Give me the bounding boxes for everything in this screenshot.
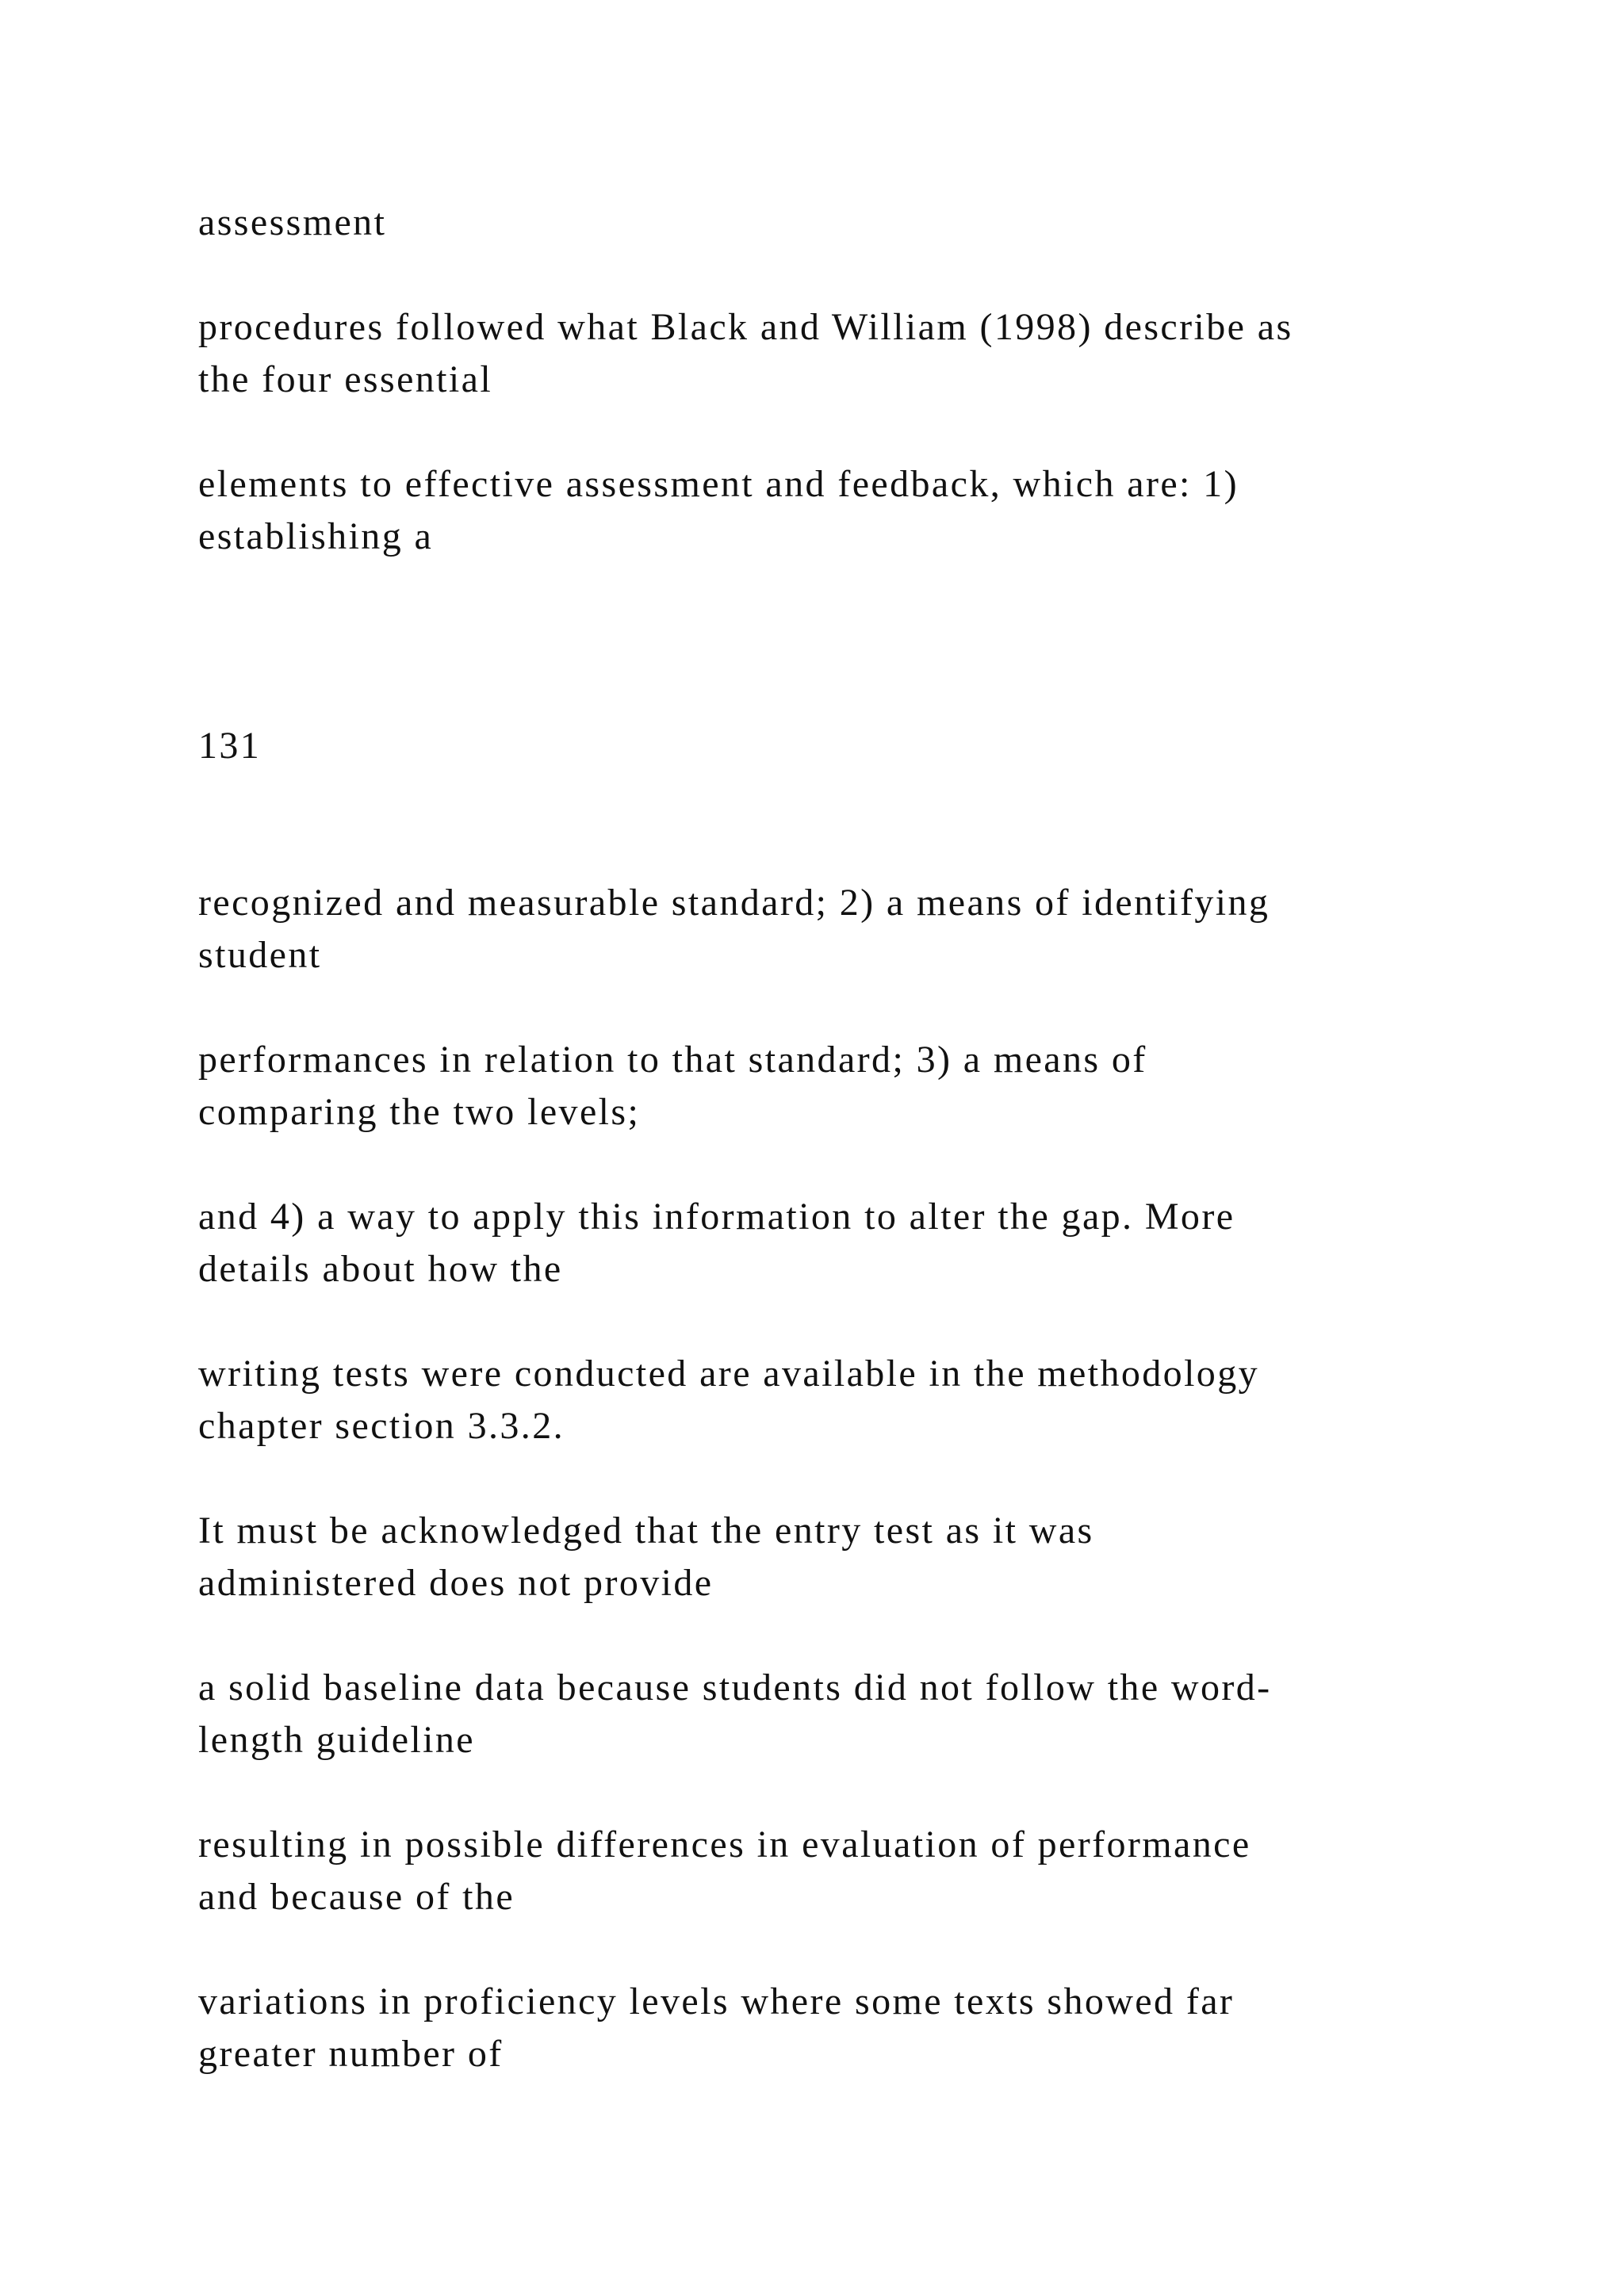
text-line: details about how the (198, 1248, 563, 1290)
text-line: recognized and measurable standard; 2) a means of identifying (198, 882, 1270, 924)
text-line: student (198, 934, 322, 976)
text-line: variations in proficiency levels where some texts showed far (198, 1980, 1235, 2022)
text-line: the four essential (198, 358, 493, 400)
text-line: a solid baseline data because students did not follow the word- (198, 1667, 1272, 1709)
text-line: assessment (198, 201, 387, 243)
text-line: writing tests were conducted are available in the methodology (198, 1353, 1260, 1395)
text-line: procedures followed what Black and William (1998) describe as (198, 306, 1293, 348)
text-line: comparing the two levels; (198, 1091, 641, 1133)
text-line: establishing a (198, 515, 434, 557)
text-line: greater number of (198, 2033, 504, 2075)
text-line: and 4) a way to apply this information to alter the gap. More (198, 1196, 1235, 1238)
text-line: chapter section 3.3.2. (198, 1405, 565, 1447)
text-line: administered does not provide (198, 1562, 714, 1604)
text-line: It must be acknowledged that the entry test as it was (198, 1510, 1094, 1552)
page-number: 131 (198, 725, 262, 767)
text-line: length guideline (198, 1719, 475, 1761)
text-line: elements to effective assessment and feedback, which are: 1) (198, 463, 1239, 505)
text-line: and because of the (198, 1876, 515, 1918)
text-line: performances in relation to that standard; 3) a means of (198, 1039, 1147, 1081)
text-line: resulting in possible differences in evaluation of performance (198, 1823, 1251, 1866)
